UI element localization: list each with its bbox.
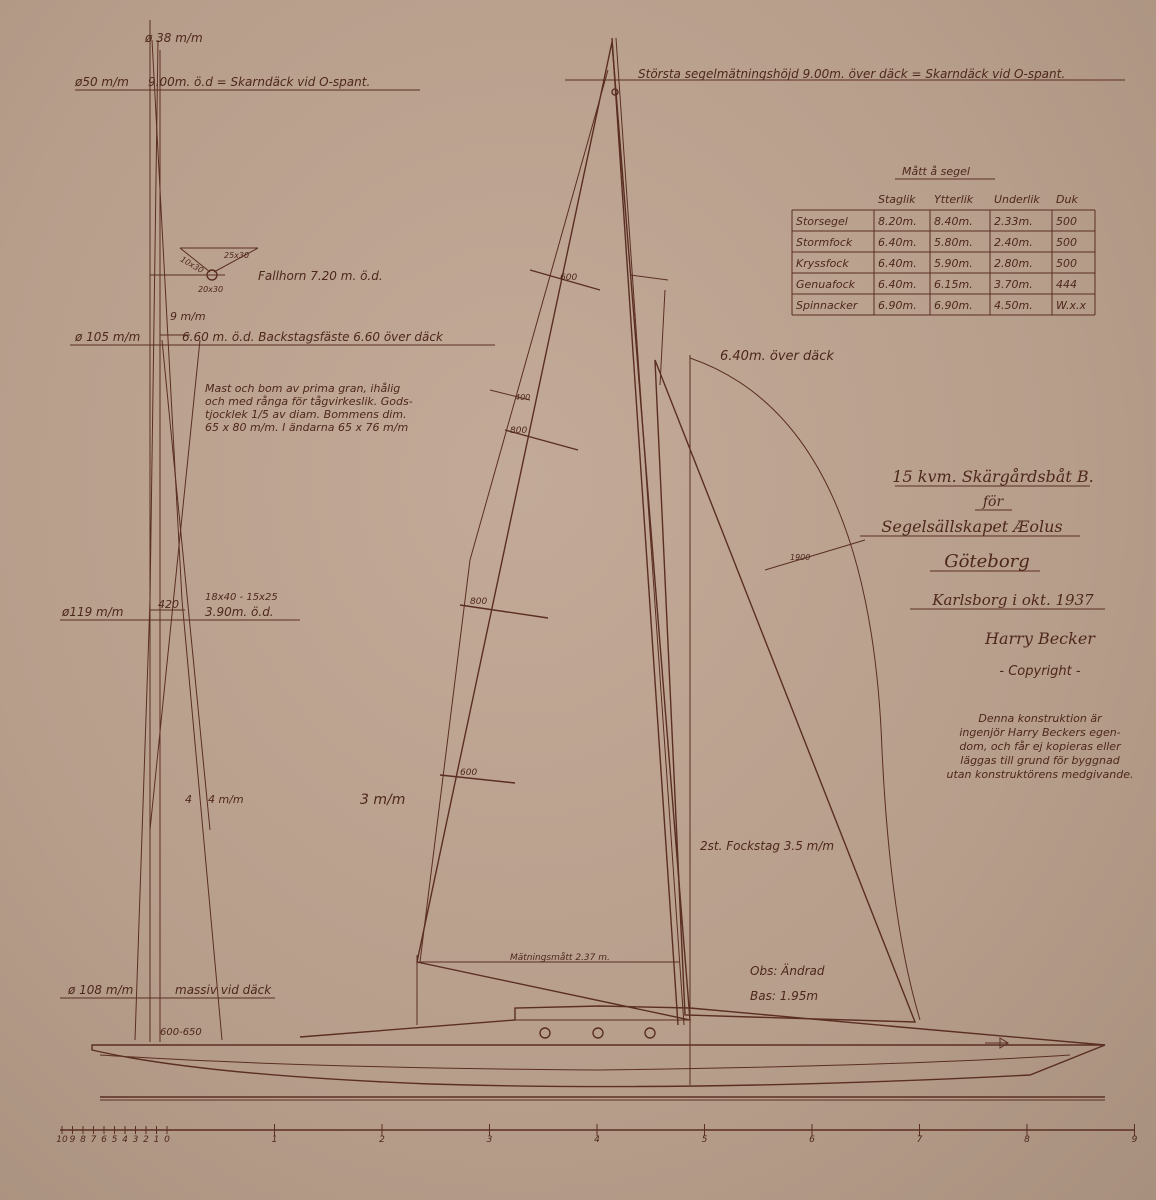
lower-shroud-1 <box>162 340 210 830</box>
sail-table-cell: Kryssfock <box>796 257 849 270</box>
sail-table-cell: Stormfock <box>796 236 853 249</box>
jib <box>655 360 915 1022</box>
mast <box>612 38 678 1025</box>
batten-label-1: 600 <box>560 273 578 283</box>
sail-table-cell: Spinnacker <box>796 299 858 312</box>
svg-text:Mast och bom av prima gran, ih: Mast och bom av prima gran, ihålig <box>205 382 401 395</box>
batten-label-5: 600 <box>460 768 478 778</box>
mast-detail <box>60 20 495 1042</box>
sail-dimension-table <box>792 165 1095 315</box>
svg-text:och med rånga för tågvirkeslik: och med rånga för tågvirkeslik. Gods- <box>205 395 413 408</box>
svg-text:tjocklek 1/5 av diam. Bommens: tjocklek 1/5 av diam. Bommens dim. <box>205 408 407 421</box>
scale-tick-label: 8 <box>1024 1135 1030 1145</box>
fall-horn-size1: 10x30 <box>178 254 206 276</box>
porthole-2 <box>593 1028 603 1038</box>
svg-text:läggas till grund för byggnad: läggas till grund för byggnad <box>960 754 1120 767</box>
hull <box>92 1006 1105 1100</box>
scale-ticks-right <box>272 1124 1138 1145</box>
sail-table-cell: 500 <box>1056 257 1077 270</box>
sail-table-cell: Genuafock <box>796 278 855 291</box>
sail-table-cell: Storsegel <box>796 215 848 228</box>
sail-table-cell: 8.40m. <box>934 215 973 228</box>
sail-table-title: Mått å segel <box>902 165 970 178</box>
scale-tick-label: 1 <box>271 1135 278 1145</box>
shroud-four: 4 <box>185 793 192 806</box>
genoa-arc <box>690 358 920 1020</box>
sail-table-cell: 2.33m. <box>994 215 1033 228</box>
sail-table-cell: 444 <box>1056 278 1077 291</box>
sail-table-header: Staglik <box>878 193 916 206</box>
mast-aft-face <box>616 38 684 1025</box>
mainsail <box>417 42 690 1020</box>
nine-mm-label: 9 m/m <box>170 310 206 323</box>
batten-label-4: 800 <box>470 597 488 607</box>
sail-table-header: Underlik <box>994 193 1040 206</box>
mast-d105-label: ø 105 m/m <box>75 330 141 344</box>
battens <box>440 270 600 783</box>
title-line-3: Segelsällskapet Æolus <box>881 517 1063 536</box>
mast-material-note <box>205 382 413 434</box>
note-changed: Obs: Ändrad <box>750 964 825 978</box>
scale-tick-label: 6 <box>101 1135 107 1145</box>
hull-profile <box>92 1045 1105 1087</box>
scale-tick-label: 2 <box>379 1135 385 1145</box>
max-sail-height-label: Största segelmätningshöjd 9.00m. över däck = Skarndäck vid O-spant. <box>638 67 1066 81</box>
scale-tick-label: 10 <box>56 1135 68 1145</box>
mast-d119-label: ø119 m/m <box>62 605 124 619</box>
scale-tick-label: 9 <box>1131 1135 1138 1145</box>
cabin-deck <box>300 1006 1105 1045</box>
scale-tick-label: 4 <box>122 1135 128 1145</box>
sail-table-cell: 6.40m. <box>878 257 917 270</box>
jib-head-line <box>660 290 665 385</box>
backstay-label: 6.60 m. ö.d. Backstagsfäste 6.60 över däck <box>182 330 443 344</box>
mainsail-leech-curve <box>420 70 608 962</box>
scale-tick-label: 0 <box>164 1135 170 1145</box>
sail-table-cell: 6.40m. <box>878 278 917 291</box>
genoa-radius-label: 1900 <box>790 553 811 562</box>
fall-horn-size2: 25x30 <box>224 251 250 260</box>
scale-tick-label: 3 <box>132 1135 139 1145</box>
title-line-1: 15 kvm. Skärgårdsbåt B. <box>892 467 1094 486</box>
shroud-four-mm: 4 m/m <box>208 793 244 806</box>
scale-tick-label: 1 <box>153 1135 160 1145</box>
scale-tick-label: 8 <box>80 1135 86 1145</box>
lower-shroud-2 <box>150 340 200 830</box>
batten-label-3: 800 <box>510 426 528 436</box>
genoa-radius-line <box>765 540 865 570</box>
designer-signature: Harry Becker <box>985 629 1095 648</box>
scale-tick-label: 5 <box>111 1135 118 1145</box>
mast-d108-label: ø 108 m/m <box>68 983 134 997</box>
spreader-size: 18x40 - 15x25 <box>205 592 278 603</box>
title-line-4: Göteborg <box>944 551 1030 572</box>
scale-tick-label: 9 <box>69 1135 76 1145</box>
sail-table-cell: 6.90m. <box>878 299 917 312</box>
scale-tick-label: 2 <box>143 1135 149 1145</box>
jib-halyard-mark <box>630 275 668 280</box>
mast-foot-label: 600-650 <box>160 1027 202 1038</box>
shroud-fwd <box>135 40 158 1040</box>
spreader-length: 420 <box>158 598 179 611</box>
scale-tick-label: 7 <box>90 1135 97 1145</box>
sail-table-cell: 3.70m. <box>994 278 1033 291</box>
base-label: Bas: 1.95m <box>750 989 819 1003</box>
sail-table-cell: 500 <box>1056 236 1077 249</box>
batten-label-2: 400 <box>515 393 531 402</box>
mast-massive-label: massiv vid däck <box>175 983 272 997</box>
fall-horn-base: 20x30 <box>198 285 224 294</box>
measurement-label: Mätningsmått 2.37 m. <box>510 953 610 963</box>
jib-height-label: 6.40m. över däck <box>720 349 834 364</box>
sail-table-header: Duk <box>1056 193 1078 206</box>
svg-text:Denna konstruktion är: Denna konstruktion är <box>978 712 1102 725</box>
scale-ticks-left <box>56 1126 170 1145</box>
sail-table-cell: 4.50m. <box>994 299 1033 312</box>
porthole-1 <box>540 1028 550 1038</box>
svg-text:ingenjör Harry Beckers egen-: ingenjör Harry Beckers egen- <box>959 726 1121 739</box>
scale-tick-label: 4 <box>594 1135 600 1145</box>
title-line-2: för <box>982 494 1004 510</box>
scale-tick-label: 6 <box>809 1135 815 1145</box>
sail-table-cell: W.x.x <box>1056 299 1086 312</box>
mast-d50-label: ø50 m/m <box>75 75 129 89</box>
copyright-label: - Copyright - <box>999 664 1081 679</box>
scale-tick-label: 5 <box>701 1135 708 1145</box>
main-shroud-label: 3 m/m <box>360 792 406 808</box>
scale-tick-label: 3 <box>486 1135 493 1145</box>
spreader-height: 3.90m. ö.d. <box>205 605 274 619</box>
sail-table-header: Ytterlik <box>934 193 974 206</box>
svg-text:dom, och får ej kopieras eller: dom, och får ej kopieras eller <box>959 740 1121 753</box>
scale-bar <box>56 1124 1137 1145</box>
sail-table-cell: 5.90m. <box>934 257 973 270</box>
porthole-3 <box>645 1028 655 1038</box>
svg-text:utan konstruktörens medgivande: utan konstruktörens medgivande. <box>946 768 1134 781</box>
mast-top-height-label: 9.00m. ö.d = Skarndäck vid O-spant. <box>148 75 371 89</box>
scale-tick-label: 7 <box>916 1135 923 1145</box>
forestay-label: 2st. Fockstag 3.5 m/m <box>700 839 835 853</box>
sail-table-cell: 6.40m. <box>878 236 917 249</box>
title-line-5: Karlsborg i okt. 1937 <box>932 591 1094 609</box>
sail-table-cell: 5.80m. <box>934 236 973 249</box>
mast-d38-label: ø 38 m/m <box>145 31 203 45</box>
sail-table-cell: 8.20m. <box>878 215 917 228</box>
copyright-note <box>947 712 1134 781</box>
title-block <box>860 467 1133 781</box>
sail-table-cell: 2.40m. <box>994 236 1033 249</box>
sail-table-cell: 2.80m. <box>994 257 1033 270</box>
shroud-aft <box>152 40 222 1040</box>
sail-table-cell: 500 <box>1056 215 1077 228</box>
sail-table-cell: 6.90m. <box>934 299 973 312</box>
hull-sheer <box>100 1055 1070 1070</box>
svg-text:65 x 80 m/m. I ändarna 65 x: 65 x 80 m/m. I ändarna 65 x 76 m/m <box>205 421 409 434</box>
sail-table-cell: 6.15m. <box>934 278 973 291</box>
fall-horn-label: Fallhorn 7.20 m. ö.d. <box>258 269 383 283</box>
